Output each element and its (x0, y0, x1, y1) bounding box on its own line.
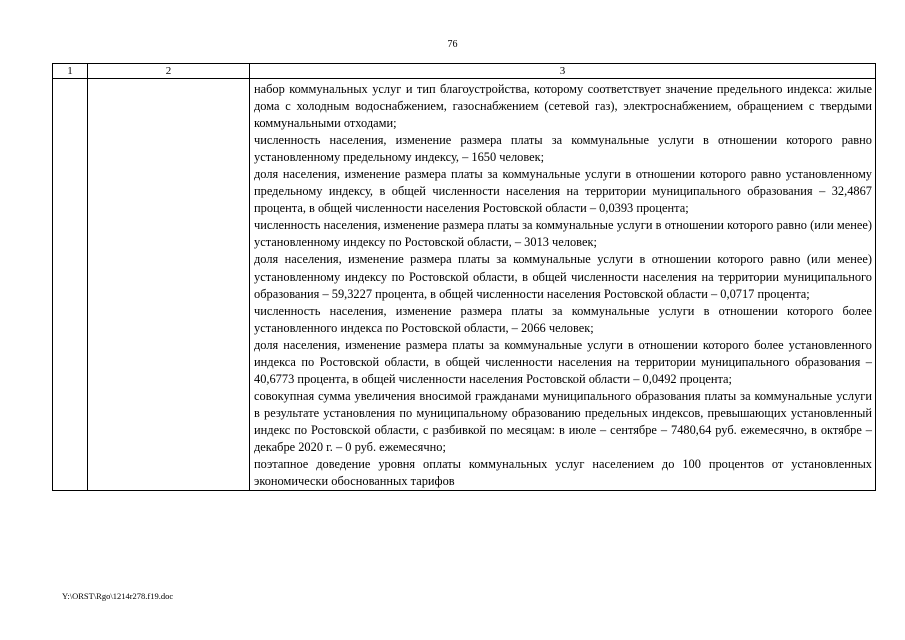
paragraph-population-equal: численность населения, изменение размера платы за коммунальные услуги в отношении которого равно установленному предельному индексу, – 1650 человек; (254, 133, 872, 165)
document-table (52, 63, 876, 491)
paragraph-share-equal: доля населения, изменение размера платы за коммунальные услуги в отношении которого равно установленному предельному индексу, в общей численности населения на территории муниципального образования – 32,4867 процента, в общей численности населения Ростовской области – 0,0393 процента; (254, 167, 872, 216)
footer-file-path: Y:\ORST\Rgo\1214r278.f19.doc (62, 591, 174, 601)
paragraph-share-equal-or-less: доля населения, изменение размера платы за коммунальные услуги в отношении которого равно (или менее) установленному индексу по Ростовской области, в общей численности населения на территории муниципального образования – 59,3227 процента, в общей численности населения Ростовской области – 0,0717 процента; (254, 252, 872, 301)
paragraph-share-more: доля населения, изменение размера платы за коммунальные услуги в отношении которого более установленного индекса по Ростовской области, в общей численности населения на территории муниципального образования – 40,6773 процента, в общей численности населения Ростовской области – 0,0492 процента; (254, 337, 872, 386)
paragraph-population-more: численность населения, изменение размера платы за коммунальные услуги в отношении которого более установленного индекса по Ростовской области, – 2066 человек; (254, 303, 872, 335)
table-header-row (53, 64, 876, 79)
column-header-2: 2 (88, 64, 250, 79)
paragraph-population-equal-or-less: численность населения, изменение размера платы за коммунальные услуги в отношении которого равно (или менее) установленному индексу по Ростовской области, – 3013 человек; (254, 218, 872, 250)
paragraph-gradual-payment: поэтапное доведение уровня оплаты коммунальных услуг населением до 100 процентов от установленных экономически обоснованных тарифов (254, 457, 872, 489)
paragraph-total-increase: совокупная сумма увеличения вносимой гражданами муниципального образования платы за коммунальные услуги в результате установления по муниципальному образованию предельных индексов, превышающих установленный индекс по Ростовской области, с разбивкой по месяцам: в июле – сентябре – 7480,64 руб. ежемесячно, в октябре – декабре 2020 г. – 0 руб. ежемесячно; (254, 388, 872, 454)
column-header-3: 3 (250, 64, 876, 79)
column-header-1: 1 (53, 64, 88, 79)
paragraph-utility-set: набор коммунальных услуг и тип благоустройства, которому соответствует значение предельного индекса: жилые дома с холодным водоснабжением, газоснабжением (сетевой газ), электроснабжением, обращением с твердыми коммунальными отходами; (254, 82, 872, 131)
table-cell-col2 (88, 79, 250, 491)
table-cell-col1 (53, 79, 88, 491)
table-row (53, 79, 876, 491)
page-number: 76 (447, 39, 458, 50)
table-cell-col3 (250, 79, 876, 491)
